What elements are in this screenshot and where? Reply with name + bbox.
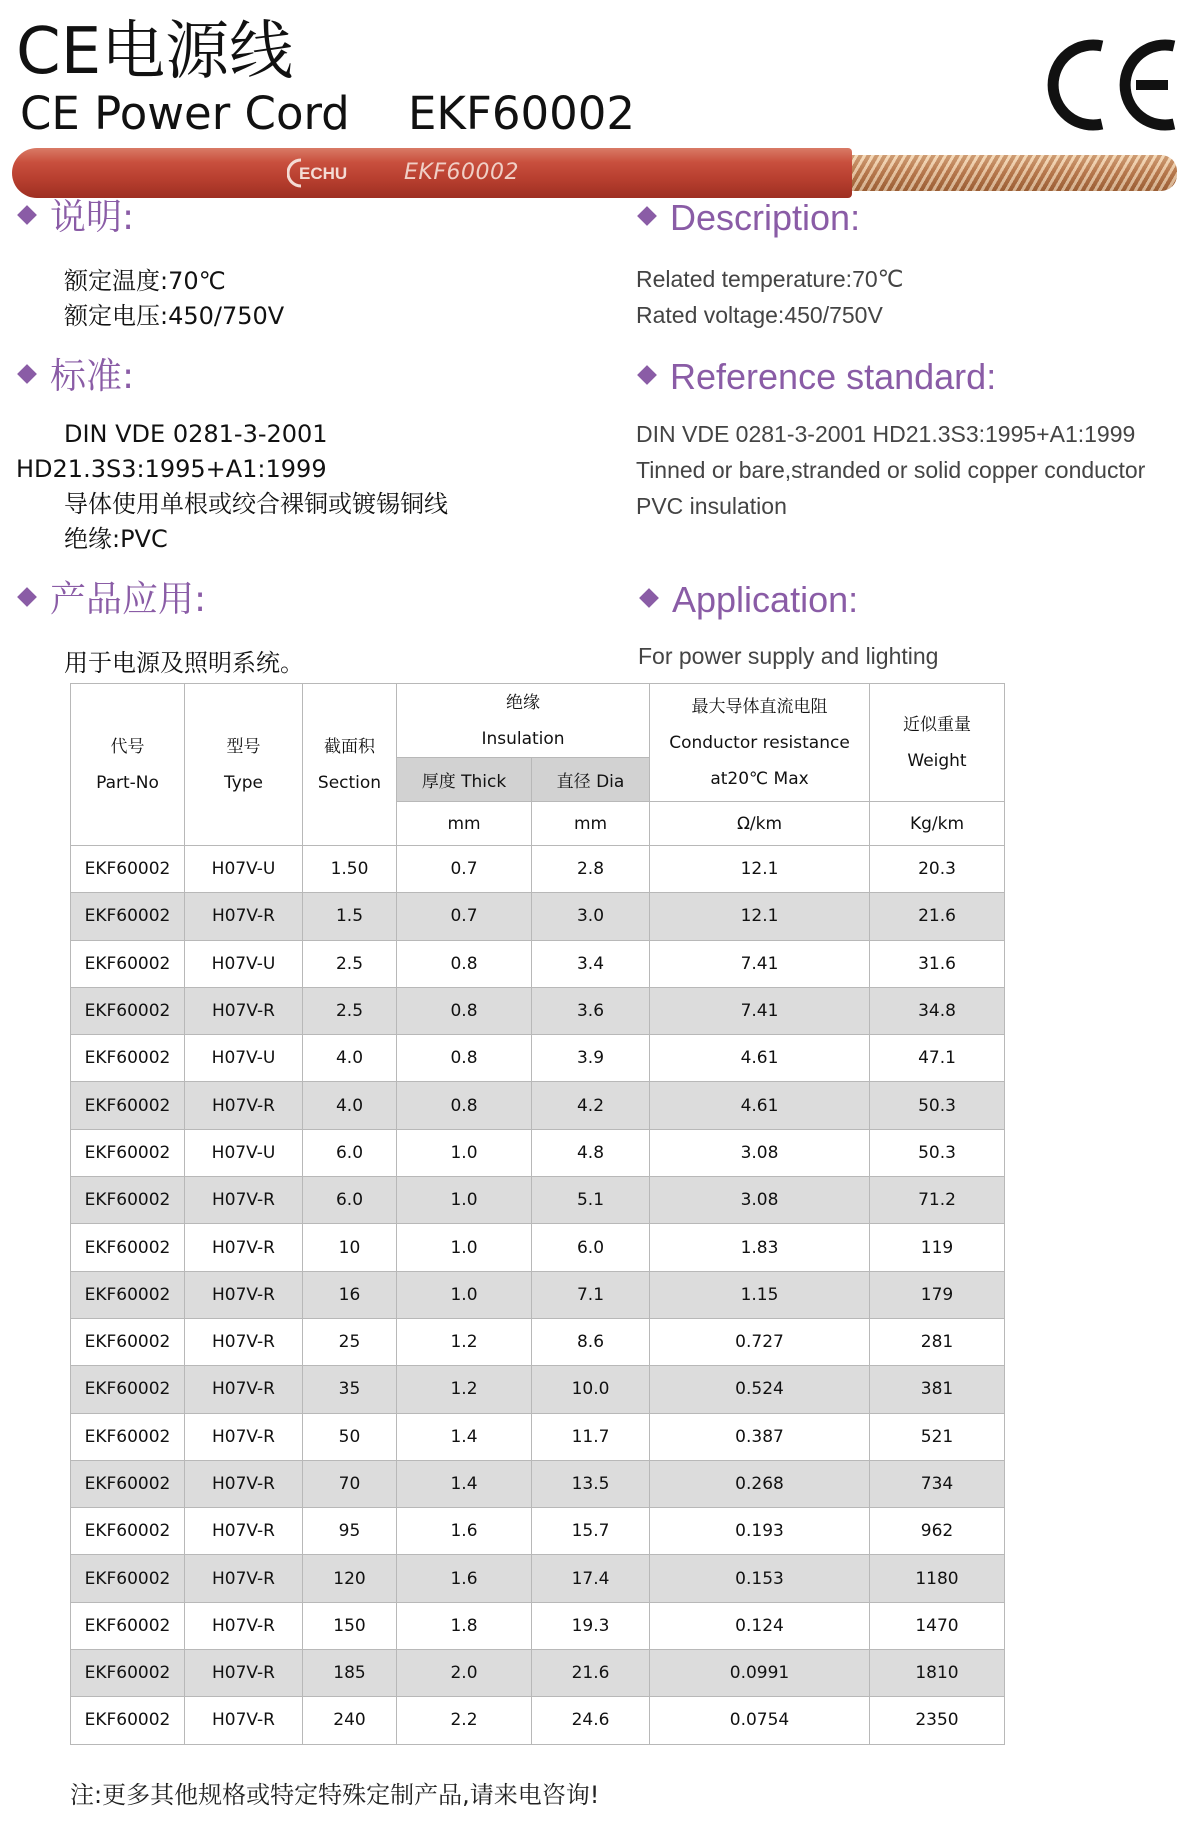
cell-type: H07V-R: [185, 1177, 303, 1224]
cell-thickness: 1.0: [397, 1224, 532, 1271]
cell-resistance: 3.08: [650, 1177, 870, 1224]
table-row: [71, 1035, 1005, 1082]
cell-part-no: EKF60002: [71, 1082, 185, 1129]
rated-voltage-en: Rated voltage:450/750V: [636, 302, 883, 328]
standard-line-2-cn: HD21.3S3:1995+A1:1999: [16, 455, 327, 483]
table-row: [71, 1508, 1005, 1555]
cell-part-no: EKF60002: [71, 1177, 185, 1224]
cell-section: 150: [303, 1602, 397, 1649]
cell-section: 6.0: [303, 1129, 397, 1176]
table-row: [71, 1366, 1005, 1413]
cell-diameter: 4.2: [532, 1082, 650, 1129]
table-row: [71, 1697, 1005, 1744]
cable-illustration: [12, 148, 1177, 198]
table-row: [71, 846, 1005, 893]
cell-part-no: EKF60002: [71, 1555, 185, 1602]
cell-section: 2.5: [303, 940, 397, 987]
cell-type: H07V-U: [185, 1129, 303, 1176]
header-weight: 近似重量 Weight: [870, 684, 1005, 802]
cell-part-no: EKF60002: [71, 846, 185, 893]
header-diameter: 直径 Dia: [532, 758, 650, 802]
cell-section: 50: [303, 1413, 397, 1460]
cell-diameter: 3.9: [532, 1035, 650, 1082]
cell-weight: 34.8: [870, 987, 1005, 1034]
rated-voltage-cn: 额定电压:450/750V: [64, 302, 285, 330]
table-row: [71, 1460, 1005, 1507]
cable-print-text: EKF60002: [404, 160, 519, 185]
table-row: [71, 1177, 1005, 1224]
cell-resistance: 0.153: [650, 1555, 870, 1602]
cell-section: 120: [303, 1555, 397, 1602]
standard-heading-en: Reference standard:: [640, 354, 996, 400]
table-row: [71, 893, 1005, 940]
cell-resistance: 4.61: [650, 1035, 870, 1082]
cell-weight: 281: [870, 1318, 1005, 1365]
application-heading-en: Application:: [642, 577, 858, 623]
cell-type: H07V-R: [185, 1555, 303, 1602]
cell-type: H07V-R: [185, 1082, 303, 1129]
table-row: [71, 1650, 1005, 1697]
conductor-line-cn: 导体使用单根或绞合裸铜或镀锡铜线: [64, 490, 448, 518]
header-part-no: 代号 Part-No: [71, 684, 185, 846]
cell-type: H07V-R: [185, 893, 303, 940]
table-row: [71, 1602, 1005, 1649]
cell-section: 1.50: [303, 846, 397, 893]
cell-weight: 47.1: [870, 1035, 1005, 1082]
cell-thickness: 0.8: [397, 1082, 532, 1129]
cell-weight: 1810: [870, 1650, 1005, 1697]
diamond-bullet-icon: [17, 205, 37, 225]
cell-type: H07V-U: [185, 846, 303, 893]
rated-temperature-en: Related temperature:70℃: [636, 266, 904, 292]
table-row: [71, 1318, 1005, 1365]
cell-thickness: 0.7: [397, 893, 532, 940]
cell-diameter: 3.0: [532, 893, 650, 940]
cell-diameter: 17.4: [532, 1555, 650, 1602]
cell-diameter: 3.4: [532, 940, 650, 987]
cell-diameter: 6.0: [532, 1224, 650, 1271]
cell-type: H07V-R: [185, 1460, 303, 1507]
cell-diameter: 3.6: [532, 987, 650, 1034]
cell-thickness: 1.0: [397, 1271, 532, 1318]
header-insulation: 绝缘 Insulation: [397, 684, 650, 758]
cell-type: H07V-U: [185, 1035, 303, 1082]
cell-thickness: 0.7: [397, 846, 532, 893]
cell-weight: 21.6: [870, 893, 1005, 940]
cell-type: H07V-R: [185, 1508, 303, 1555]
table-row: [71, 1555, 1005, 1602]
cell-resistance: 0.268: [650, 1460, 870, 1507]
cell-thickness: 2.2: [397, 1697, 532, 1744]
cell-section: 25: [303, 1318, 397, 1365]
application-text-en: For power supply and lighting: [638, 643, 939, 669]
cell-diameter: 5.1: [532, 1177, 650, 1224]
cell-part-no: EKF60002: [71, 1697, 185, 1744]
cell-thickness: 0.8: [397, 940, 532, 987]
cell-type: H07V-R: [185, 1366, 303, 1413]
cell-section: 4.0: [303, 1082, 397, 1129]
page-title-cn: CE电源线: [16, 15, 294, 89]
cell-diameter: 13.5: [532, 1460, 650, 1507]
diamond-bullet-icon: [637, 366, 657, 386]
cell-part-no: EKF60002: [71, 1413, 185, 1460]
rated-temperature-cn: 额定温度:70℃: [64, 267, 226, 295]
header-type: 型号 Type: [185, 684, 303, 846]
cell-weight: 521: [870, 1413, 1005, 1460]
cell-section: 1.5: [303, 893, 397, 940]
cell-section: 95: [303, 1508, 397, 1555]
cell-type: H07V-R: [185, 1413, 303, 1460]
cell-section: 6.0: [303, 1177, 397, 1224]
table-body: [71, 846, 1005, 1745]
table-row: [71, 1082, 1005, 1129]
cell-diameter: 7.1: [532, 1271, 650, 1318]
cell-thickness: 1.8: [397, 1602, 532, 1649]
cell-resistance: 0.727: [650, 1318, 870, 1365]
application-heading-cn: 产品应用:: [20, 577, 206, 623]
cell-type: H07V-R: [185, 1697, 303, 1744]
cell-part-no: EKF60002: [71, 987, 185, 1034]
cell-diameter: 21.6: [532, 1650, 650, 1697]
cell-section: 35: [303, 1366, 397, 1413]
footer-note: 注:更多其他规格或特定特殊定制产品,请来电咨询!: [70, 1781, 600, 1809]
diamond-bullet-icon: [17, 587, 37, 607]
cell-type: H07V-U: [185, 940, 303, 987]
table-row: [71, 1224, 1005, 1271]
cell-thickness: 2.0: [397, 1650, 532, 1697]
cell-part-no: EKF60002: [71, 1508, 185, 1555]
cell-part-no: EKF60002: [71, 1318, 185, 1365]
cell-resistance: 7.41: [650, 987, 870, 1034]
header-section: 截面积 Section: [303, 684, 397, 846]
table-row: [71, 1271, 1005, 1318]
cell-resistance: 0.0991: [650, 1650, 870, 1697]
diamond-bullet-icon: [637, 207, 657, 227]
insulation-line-cn: 绝缘:PVC: [64, 525, 168, 553]
cell-diameter: 19.3: [532, 1602, 650, 1649]
cell-thickness: 0.8: [397, 1035, 532, 1082]
cell-weight: 31.6: [870, 940, 1005, 987]
cell-weight: 119: [870, 1224, 1005, 1271]
cell-resistance: 12.1: [650, 893, 870, 940]
cell-resistance: 0.124: [650, 1602, 870, 1649]
cell-type: H07V-R: [185, 1602, 303, 1649]
cell-part-no: EKF60002: [71, 1224, 185, 1271]
conductor-line-en: Tinned or bare,stranded or solid copper conductor: [636, 457, 1146, 483]
standard-line-en: DIN VDE 0281-3-2001 HD21.3S3:1995+A1:1999: [636, 421, 1136, 447]
cell-type: H07V-R: [185, 1650, 303, 1697]
cell-resistance: 1.15: [650, 1271, 870, 1318]
cell-thickness: 1.6: [397, 1508, 532, 1555]
cell-resistance: 0.193: [650, 1508, 870, 1555]
specification-table: [70, 683, 1005, 1745]
ce-certification-logo: [1040, 30, 1180, 140]
cell-type: H07V-R: [185, 987, 303, 1034]
diamond-bullet-icon: [639, 589, 659, 609]
unit-diameter: mm: [532, 802, 650, 846]
cell-section: 240: [303, 1697, 397, 1744]
cell-resistance: 7.41: [650, 940, 870, 987]
cell-section: 16: [303, 1271, 397, 1318]
cell-weight: 50.3: [870, 1129, 1005, 1176]
cell-thickness: 1.6: [397, 1555, 532, 1602]
cell-resistance: 1.83: [650, 1224, 870, 1271]
cell-diameter: 8.6: [532, 1318, 650, 1365]
cell-diameter: 10.0: [532, 1366, 650, 1413]
cell-diameter: 24.6: [532, 1697, 650, 1744]
cell-thickness: 1.4: [397, 1413, 532, 1460]
pvc-sheath: [12, 148, 852, 198]
cell-diameter: 4.8: [532, 1129, 650, 1176]
cell-weight: 71.2: [870, 1177, 1005, 1224]
cell-type: H07V-R: [185, 1318, 303, 1365]
cell-diameter: 11.7: [532, 1413, 650, 1460]
cell-weight: 2350: [870, 1697, 1005, 1744]
cell-weight: 50.3: [870, 1082, 1005, 1129]
cell-section: 4.0: [303, 1035, 397, 1082]
description-heading-en: Description:: [640, 195, 860, 241]
unit-thickness: mm: [397, 802, 532, 846]
cell-diameter: 2.8: [532, 846, 650, 893]
copper-conductor: [847, 155, 1177, 191]
cell-type: H07V-R: [185, 1224, 303, 1271]
cell-part-no: EKF60002: [71, 1129, 185, 1176]
cell-weight: 381: [870, 1366, 1005, 1413]
cell-thickness: 1.2: [397, 1366, 532, 1413]
cell-weight: 962: [870, 1508, 1005, 1555]
unit-resistance: Ω/km: [650, 802, 870, 846]
cell-thickness: 0.8: [397, 987, 532, 1034]
cell-resistance: 12.1: [650, 846, 870, 893]
cell-section: 10: [303, 1224, 397, 1271]
cell-part-no: EKF60002: [71, 1602, 185, 1649]
cell-weight: 734: [870, 1460, 1005, 1507]
cell-part-no: EKF60002: [71, 893, 185, 940]
table-row: [71, 1129, 1005, 1176]
cell-resistance: 3.08: [650, 1129, 870, 1176]
description-heading-cn: 说明:: [20, 195, 134, 241]
cell-resistance: 0.524: [650, 1366, 870, 1413]
cell-resistance: 0.0754: [650, 1697, 870, 1744]
cell-part-no: EKF60002: [71, 1271, 185, 1318]
cell-resistance: 4.61: [650, 1082, 870, 1129]
echu-brand-logo: [287, 156, 387, 190]
cell-thickness: 1.0: [397, 1177, 532, 1224]
table-row: [71, 987, 1005, 1034]
cell-section: 70: [303, 1460, 397, 1507]
table-row: [71, 1413, 1005, 1460]
cable-brand-text: ECHU: [299, 164, 348, 183]
page-title-en: CE Power Cord: [20, 87, 350, 140]
cell-part-no: EKF60002: [71, 1366, 185, 1413]
cell-thickness: 1.4: [397, 1460, 532, 1507]
cell-weight: 1470: [870, 1602, 1005, 1649]
unit-weight: Kg/km: [870, 802, 1005, 846]
cell-section: 2.5: [303, 987, 397, 1034]
application-text-cn: 用于电源及照明系统。: [64, 649, 304, 677]
header-conductor-resistance: 最大导体直流电阻 Conductor resistance at20℃ Max: [650, 684, 870, 802]
cell-weight: 20.3: [870, 846, 1005, 893]
cell-section: 185: [303, 1650, 397, 1697]
cell-part-no: EKF60002: [71, 940, 185, 987]
diamond-bullet-icon: [17, 364, 37, 384]
standard-heading-cn: 标准:: [20, 354, 134, 400]
cell-part-no: EKF60002: [71, 1035, 185, 1082]
cell-part-no: EKF60002: [71, 1460, 185, 1507]
cell-resistance: 0.387: [650, 1413, 870, 1460]
cell-weight: 179: [870, 1271, 1005, 1318]
cell-diameter: 15.7: [532, 1508, 650, 1555]
table-row: [71, 940, 1005, 987]
cell-thickness: 1.0: [397, 1129, 532, 1176]
cell-thickness: 1.2: [397, 1318, 532, 1365]
cell-part-no: EKF60002: [71, 1650, 185, 1697]
cell-weight: 1180: [870, 1555, 1005, 1602]
header-thickness: 厚度 Thick: [397, 758, 532, 802]
standard-line-1-cn: DIN VDE 0281-3-2001: [64, 420, 328, 448]
cell-type: H07V-R: [185, 1271, 303, 1318]
model-code: EKF60002: [408, 87, 635, 140]
insulation-line-en: PVC insulation: [636, 493, 787, 519]
